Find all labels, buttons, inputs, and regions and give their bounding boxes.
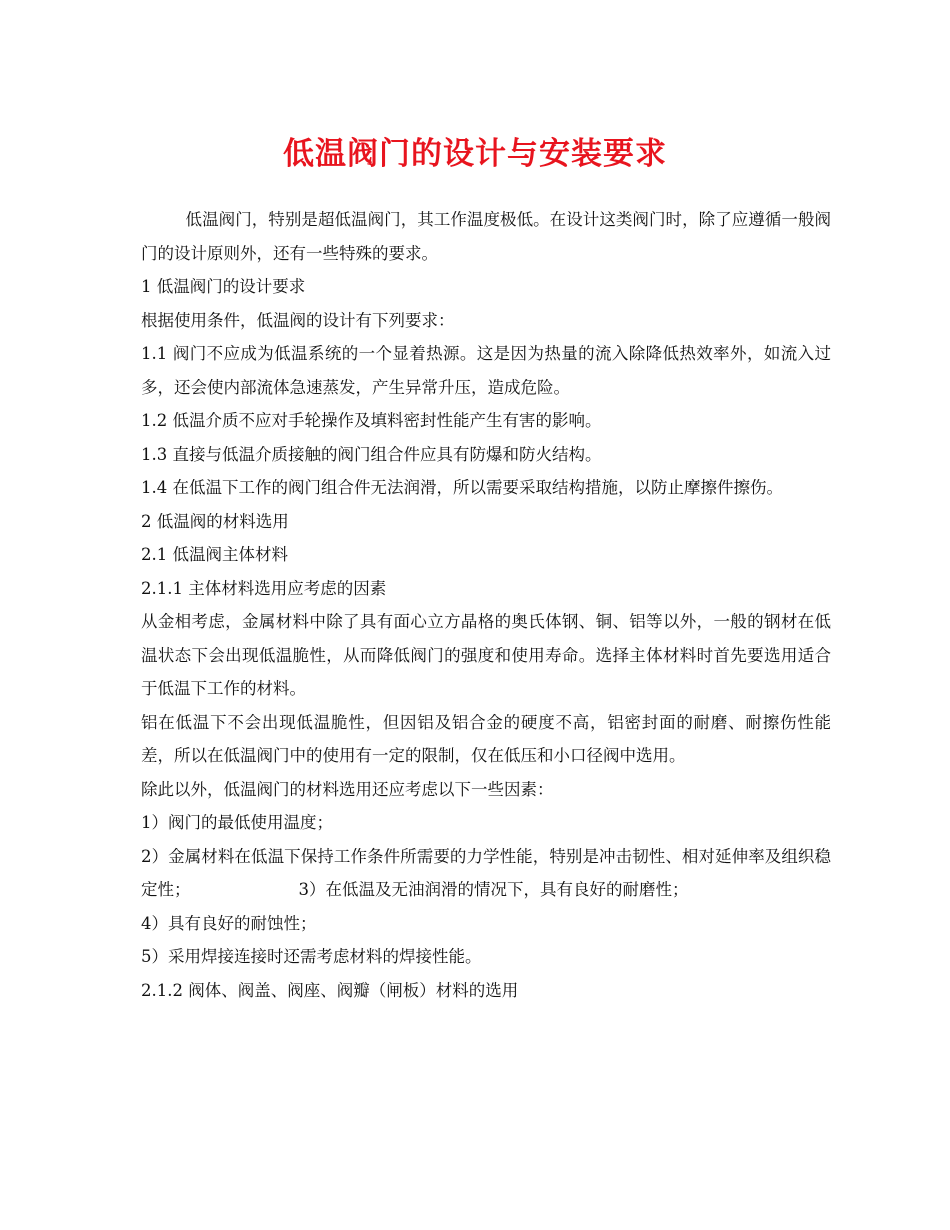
list-item: 1）阀门的最低使用温度；: [141, 813, 333, 832]
subsection-heading-2-1: 2.1 低温阀主体材料: [141, 545, 288, 564]
requirement-1-3: 1.3 直接与低温介质接触的阀门组合件应具有防爆和防火结构。: [141, 444, 602, 464]
list-item: 2）金属材料在低温下保持工作条件所需要的力学性能，特别是冲击韧性、相对延伸率及组织稳定性；: [141, 846, 831, 899]
list-item: 5）采用焊接连接时还需考虑材料的焊接性能。: [141, 947, 482, 966]
document-body: [141, 203, 831, 1007]
list-item: 3）在低温及无油润滑的情况下，具有良好的耐磨性；: [298, 880, 689, 899]
requirement-1-2: 1.2 低温介质不应对手轮操作及填料密封性能产生有害的影响。: [141, 411, 602, 430]
section-heading-1: 1 低温阀门的设计要求: [141, 277, 306, 296]
paragraph: 从金相考虑，金属材料中除了具有面心立方晶格的奥氏体钢、铜、铝等以外，一般的钢材在低温状态下会出现低温脆性，从而降低阀门的强度和使用寿命。选择主体材料时首先要选用适合于低温下工作的材料。: [141, 612, 831, 698]
intro-paragraph: 低温阀门，特别是超低温阀门，其工作温度极低。在设计这类阀门时，除了应遵循一般阀门的设计原则外，还有一些特殊的要求。: [141, 210, 831, 263]
subsection-heading-2-1-2: 2.1.2 阀体、阀盖、阀座、阀瓣（闸板）材料的选用: [141, 980, 519, 1000]
requirement-1-4: 1.4 在低温下工作的阀门组合件无法润滑，所以需要采取结构措施，以防止摩擦件擦伤。: [141, 478, 783, 497]
paragraph: 铝在低温下不会出现低温脆性，但因铝及铝合金的硬度不高，铝密封面的耐磨、耐擦伤性能差，所以在低温阀门中的使用有一定的限制，仅在低压和小口径阀中选用。: [141, 712, 831, 765]
paragraph: 除此以外，低温阀门的材料选用还应考虑以下一些因素：: [141, 779, 554, 799]
list-item-with-inline: [141, 840, 831, 907]
paragraph: 根据使用条件，低温阀的设计有下列要求：: [141, 310, 455, 330]
section-heading-2: 2 低温阀的材料选用: [141, 511, 289, 531]
document-title: 低温阀门的设计与安装要求: [283, 136, 667, 172]
list-item: 4）具有良好的耐蚀性；: [141, 913, 317, 933]
subsection-heading-2-1-1: 2.1.1 主体材料选用应考虑的因素: [141, 578, 387, 598]
requirement-1-1: 1.1 阀门不应成为低温系统的一个显着热源。这是因为热量的流入除降低热效率外，如流入过多，还会使内部流体急速蒸发，产生异常升压，造成危险。: [141, 344, 831, 397]
